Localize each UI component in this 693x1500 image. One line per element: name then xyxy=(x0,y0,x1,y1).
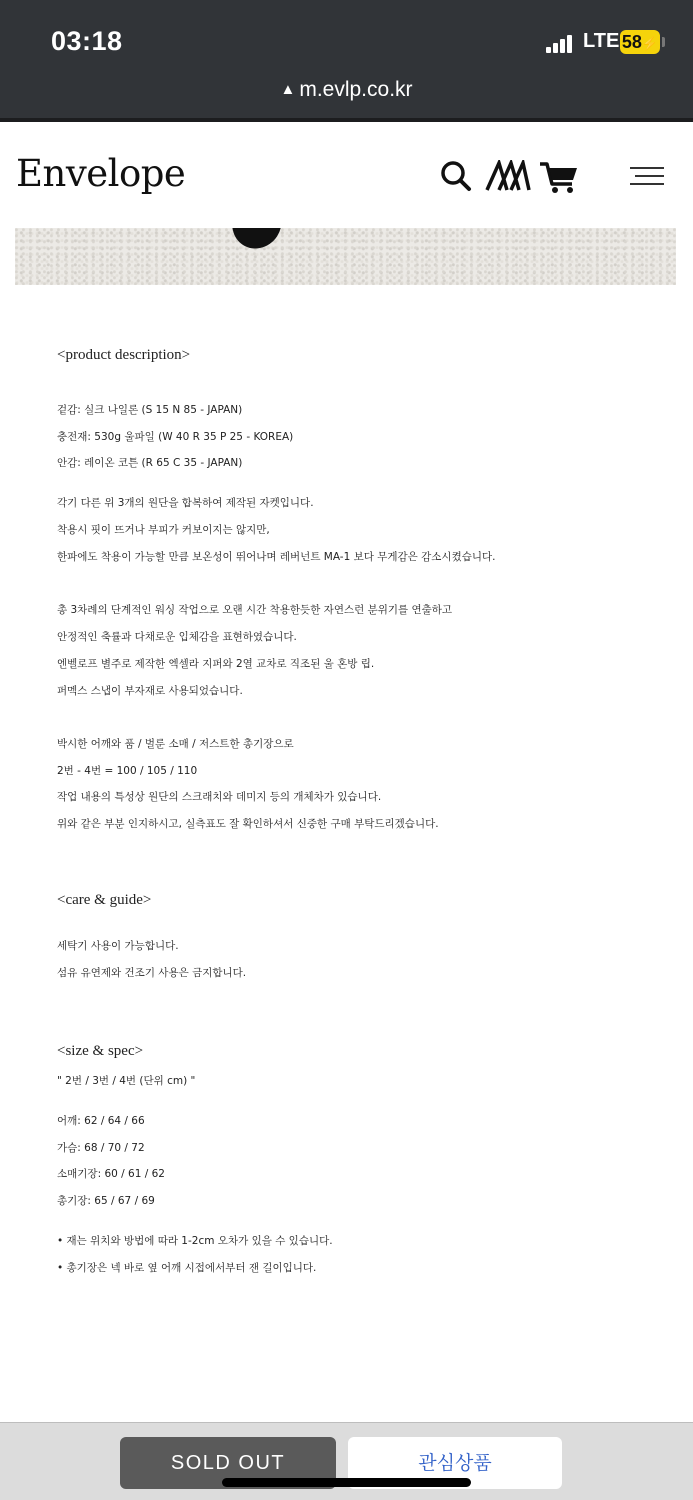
care-line: 섬유 유연제와 건조기 사용은 금지합니다. xyxy=(57,967,247,979)
bottom-action-bar xyxy=(0,1422,693,1500)
wishlist-button[interactable]: 관심상품 xyxy=(348,1437,562,1489)
product-image xyxy=(15,228,676,285)
signal-icon xyxy=(546,33,572,53)
site-logo[interactable]: Envelope xyxy=(16,152,186,195)
description-line: 안정적인 축률과 다채로운 입체감을 표현하였습니다. xyxy=(57,631,297,643)
material-line: 안감: 레이온 코튼 (R 65 C 35 - JAPAN) xyxy=(57,457,243,469)
size-row: 소매기장: 60 / 61 / 62 xyxy=(57,1168,165,1180)
battery-icon: 58⚡ xyxy=(621,32,659,52)
clock: 03:18 xyxy=(51,26,123,56)
sold-out-button[interactable]: SOLD OUT xyxy=(120,1437,336,1489)
material-line: 충전재: 530g 울파일 (W 40 R 35 P 25 - KOREA) xyxy=(57,431,294,443)
description-title: <product description> xyxy=(57,347,191,363)
size-row: 총기장: 65 / 67 / 69 xyxy=(57,1195,155,1207)
warning-triangle-icon: ▲ xyxy=(280,81,296,98)
care-line: 세탁기 사용이 가능합니다. xyxy=(57,940,179,952)
description-line: 착용시 핏이 뜨거나 부피가 커보이지는 않지만, xyxy=(57,524,270,536)
url-bar[interactable] xyxy=(0,78,693,102)
battery-level: 58 xyxy=(621,32,642,52)
size-note: • 재는 위치와 방법에 따라 1-2cm 오차가 있을 수 있습니다. xyxy=(57,1235,333,1247)
size-title: <size & spec> xyxy=(57,1043,144,1059)
description-line: 박시한 어깨와 품 / 벌룬 소매 / 저스트한 총기장으로 xyxy=(57,738,294,750)
size-note: • 총기장은 넥 바로 옆 어깨 시접에서부터 잰 길이입니다. xyxy=(57,1262,317,1274)
description-line: 한파에도 착용이 가능할 만큼 보온성이 뛰어나며 레버넌트 MA-1 보다 무게감은 감소시켰습니다. xyxy=(57,551,496,563)
brand-mark-icon[interactable] xyxy=(485,160,531,192)
search-icon[interactable] xyxy=(440,160,472,192)
url-text: m.evlp.co.kr xyxy=(299,78,413,101)
description-line: 엔벨로프 별주로 제작한 엑셀라 지퍼와 2열 교차로 직조된 울 혼방 립. xyxy=(57,658,375,670)
site-header xyxy=(0,118,693,228)
size-row: 어깨: 62 / 64 / 66 xyxy=(57,1115,145,1127)
menu-icon[interactable] xyxy=(630,166,664,186)
size-row: 가슴: 68 / 70 / 72 xyxy=(57,1142,145,1154)
status-bar xyxy=(0,0,693,118)
battery-tip xyxy=(662,37,665,47)
network-type: LTE xyxy=(583,30,620,52)
description-line: 퍼멕스 스냅이 부자재로 사용되었습니다. xyxy=(57,685,243,697)
cart-icon[interactable] xyxy=(540,160,578,194)
description-line: 총 3차례의 단계적인 워싱 작업으로 오랜 시간 착용한듯한 자연스런 분위기를 연출하고 xyxy=(57,604,453,616)
description-line: 위와 같은 부분 인지하시고, 실측표도 잘 확인하셔서 신중한 구매 부탁드리겠습니다. xyxy=(57,818,439,830)
home-indicator[interactable] xyxy=(222,1478,471,1487)
material-line: 겉감: 실크 나일론 (S 15 N 85 - JAPAN) xyxy=(57,404,243,416)
description-line: 2번 - 4번 = 100 / 105 / 110 xyxy=(57,765,198,777)
description-line: 작업 내용의 특성상 원단의 스크래치와 데미지 등의 개체차가 있습니다. xyxy=(57,791,382,803)
product-image-detail xyxy=(229,228,286,253)
size-subtitle: " 2번 / 3번 / 4번 (단위 cm) " xyxy=(57,1075,196,1087)
care-title: <care & guide> xyxy=(57,892,152,908)
description-line: 각기 다른 위 3개의 원단을 합복하여 제작된 자켓입니다. xyxy=(57,497,314,509)
